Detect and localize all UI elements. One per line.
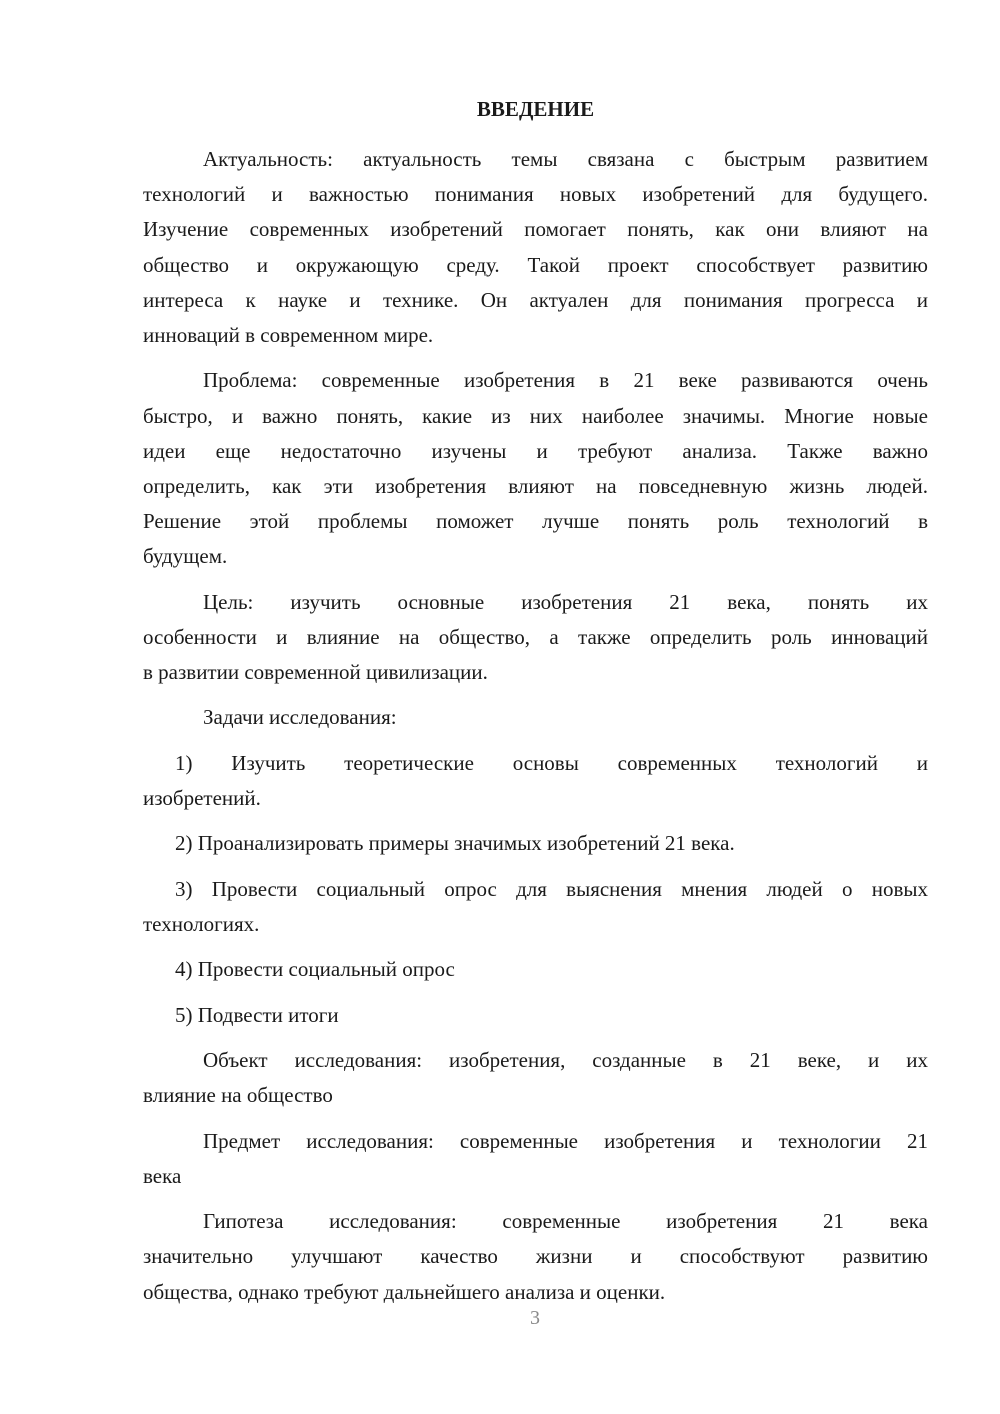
text-line: в развитии современной цивилизации.: [143, 660, 488, 684]
paragraph: [143, 700, 928, 735]
text-line: Актуальность: актуальность темы связана с быстрым развитием: [203, 147, 928, 171]
list-item: [143, 826, 928, 861]
document-page: [143, 92, 928, 1320]
text-line: быстро, и важно понять, какие из них наиболее значимы. Многие новые: [143, 403, 928, 428]
list-item: [143, 746, 928, 816]
text-line: общества, однако требуют дальнейшего анализа и оценки.: [143, 1279, 666, 1304]
text-line: Проблема: современные изобретения в 21 веке развиваются очень: [203, 368, 928, 393]
text-line: Гипотеза исследования: современные изобретения 21 века: [203, 1209, 928, 1234]
text-line: общество и окружающую среду. Такой проект способствует развитию: [143, 252, 928, 277]
text-line: идеи еще недостаточно изучены и требуют анализа. Также важно: [143, 438, 928, 463]
text-line: технологий и важностью понимания новых изобретений для будущего.: [143, 182, 928, 207]
text-line: 2) Проанализировать примеры значимых изобретений 21 века.: [175, 831, 735, 856]
document-body: [143, 142, 928, 1310]
paragraph: [143, 1043, 928, 1113]
text-line: Решение этой проблемы поможет лучше понять роль технологий в: [143, 509, 928, 534]
text-line: изобретений.: [143, 785, 261, 810]
text-line: определить, как эти изобретения влияют на повседневную жизнь людей.: [143, 473, 928, 498]
text-line: Задачи исследования:: [203, 705, 397, 730]
text-line: интереса к науке и технике. Он актуален для понимания прогресса и: [143, 287, 928, 312]
text-line: 1) Изучить теоретические основы современных технологий и: [175, 750, 928, 775]
text-line: особенности и влияние на общество, а также определить роль инноваций: [143, 624, 928, 649]
text-line: будущем.: [143, 544, 228, 569]
list-item: [143, 998, 928, 1033]
text-line: 5) Подвести итоги: [175, 1002, 339, 1027]
list-item: [143, 952, 928, 987]
page-number: 3: [530, 1307, 540, 1329]
text-line: века: [143, 1163, 182, 1188]
text-line: Изучение современных изобретений помогает понять, как они влияют на: [143, 217, 928, 242]
text-line: Цель: изучить основные изобретения 21 века, понять их: [203, 589, 928, 614]
text-line: значительно улучшают качество жизни и способствуют развитию: [143, 1244, 928, 1269]
paragraph: [143, 585, 928, 691]
text-line: технологиях.: [143, 911, 260, 936]
paragraph: [143, 142, 928, 353]
text-line: Объект исследования: изобретения, созданные в 21 веке, и их: [203, 1048, 928, 1072]
text-line: 3) Провести социальный опрос для выяснения мнения людей о новых: [175, 876, 928, 901]
text-line: инноваций в современном мире.: [143, 322, 434, 347]
list-item: [143, 872, 928, 942]
text-line: влияние на общество: [143, 1083, 333, 1108]
section-title: ВВЕДЕНИЕ: [476, 97, 595, 121]
text-line: Предмет исследования: современные изобретения и технологии 21: [203, 1128, 928, 1153]
paragraph: [143, 363, 928, 574]
paragraph: [143, 1204, 928, 1310]
text-line: 4) Провести социальный опрос: [175, 957, 455, 982]
paragraph: [143, 1124, 928, 1194]
